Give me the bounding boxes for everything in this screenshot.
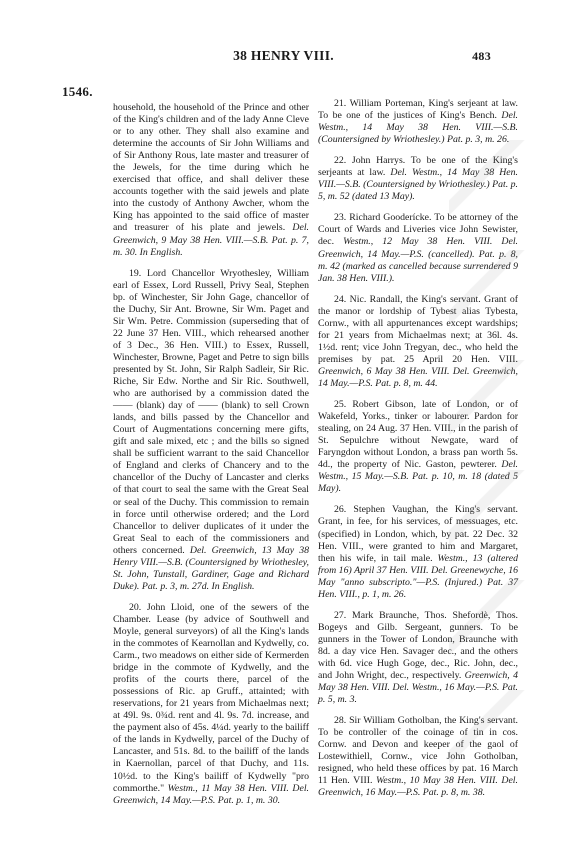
calendar-entry <box>318 504 518 600</box>
entry-citation: Del. Westm., 14 May 38 Hen. VIII.—S.B. (Countersigned by Wriothesley.) Pat. p. 3, m. 26. <box>318 110 518 146</box>
entry-number: 19. <box>129 267 147 279</box>
entry-number: 24. <box>334 293 350 305</box>
calendar-entry <box>318 212 518 284</box>
margin-year: 1546. <box>62 84 93 99</box>
entry-number: 23. <box>334 212 350 224</box>
entry-number: 21. <box>334 98 350 109</box>
entry-text: Stephen Vaughan, the King's servant. Grant, in fee, for his services, of messuages, etc. (specified) in London, which, by pat. 22 Dec. 32 Hen. VIII., were granted to him and Margaret, then his wife, in tail male. <box>318 504 518 564</box>
entry-text: Robert Gibson, late of London, or of Wakefeld, Yorks., tinker or labourer. Pardon for stealing, on 24 Aug. 37 Hen. VIII., in the parish of St. Sepulchre without Newgate, ward of Faryngdon without London, a brass pan worth 5s. 4d., the property of Nic. Gaston, pewterer. <box>318 399 518 471</box>
entry-citation: Del. Greenwich, 9 May 38 Hen. VIII.—S.B. Pat. p. 7, m. 30. In English. <box>113 222 309 258</box>
calendar-entry <box>113 268 309 593</box>
entry-text: Mark Braunche, Thos. Shefordè, Thos. Bogeys and Gilb. Sergeant, gunners. To be gunners in the Tower of London, Braunche with 8d. a day vice Hen. Savager dec., and the others with 6d. vice Hugh Goge, dec., Ric. John, dec., and John Wright, dec., respectively. <box>318 609 518 682</box>
entry-citation: Del. Westm., 15 May.—S.B. Pat. p. 10, m. 18 (dated 5 May). <box>318 459 519 495</box>
entry-text: John Harrys. To be one of the King's serjeants at law. <box>318 155 518 179</box>
entry-number: 26. <box>334 504 354 516</box>
calendar-entry <box>318 98 518 146</box>
entry-citation: Del. Westm., 14 May 38 Hen. VIII.—S.B. (Countersigned by Wriothesley.) Pat. p. 5, m. 52 (dated 13 May). <box>318 167 518 203</box>
entry-text: Nic. Randall, the King's servant. Grant of the manor or lordship of Tybest alias Tybesta, Cornw., with all appurtenances except wardships; for 21 years from Michaelmas next; at 36l. 4s. 1½d. rent; vice John Tregyan, dec., who held the premises by pat. 25 April 20 Hen. VIII. <box>318 293 519 365</box>
calendar-entry <box>318 610 518 706</box>
entry-citation: Del. Greenwich, 13 May 38 Henry VIII.—S.B. (Countersigned by Wriothesley, St. John, Tunstall, Gardiner, Gage and Richard Duke). Pat. p. 3, m. 27d. In English. <box>113 544 309 592</box>
page-number: 483 <box>472 49 491 63</box>
right-column <box>318 98 518 808</box>
entry-citation: Westm., 11 May 38 Hen. VIII. Del. Greenwich, 14 May.—P.S. Pat. p. 1, m. 30. <box>113 782 309 806</box>
entry-citation: Westm., 13 (altered from 16) April 37 Hen. VIII. Del. Greenewyche, 16 May "anno subscripto."—P.S. (Injured.) Pat. 37 Hen. VIII., p. 1, m. 26. <box>318 552 518 600</box>
calendar-entry <box>318 399 518 495</box>
entry-text: Lord Chancellor Wryothesley, William earl of Essex, Lord Russell, Privy Seal, Stephen bp. of Winchester, Sir John Gage, chancellor of the Duchy, Sir Ant. Browne, Sir Wm. Paget and Sir Wm. Petre. Commission (superseding that of 22 June 37 Hen. VIII., which rehearsed another of 3 Dec., 36 Hen. VIII.) to Essex, Russell, Winchester, Browne, Paget and Petre to sign bills presented by St. John, Sir Ralph Sadleir, Sir Ric. Riche, Sir Edw. Northe and Sir Ric. Southwell, who are authorised by a commission dated the —— (blank) day of —— (blank) to sell Crown lands, and bills passed by the Chancellor and Court of Augmentations concerning mere gifts, gift and sale mixed, etc ; and the bills so signed shall be sufficient warrant to the said Chancellor of England and clerks of Chancery and to the chancellor of the Duchy of Lancaster and clerks of that court to seal the same with the Great Seal or seal of the Duchy. This commission to remain in force until otherwise ordered; and the Lord Chancellor to deliver duplicates of it under the Great Seal to each of the commissioners and others concerned. <box>113 267 309 556</box>
entry-number: 22. <box>334 155 352 167</box>
entry-text: Sir William Gotholban, the King's servant. To be controller of the coinage of tin in cos. Cornw. and Devon and keeper of the gaol of Lostewithiell, Cornw., vice John Gotholban, resigned, who held these offices by pat. 16 March 11 Hen. VIII. <box>318 715 518 787</box>
entry-number: 25. <box>334 399 353 411</box>
calendar-entry <box>113 602 309 807</box>
entry-number: 20. <box>129 601 147 613</box>
running-header-title: 38 HENRY VIII. <box>233 48 334 63</box>
entry-citation: Westm., 10 May 38 Hen. VIII. Del. Greenwich, 16 May.—P.S. Pat. p. 8, m. 38. <box>318 775 518 799</box>
entry-text: household, the household of the Prince and other of the King's children and of the lady Anne Cleve or to any other. They shall also examine and determine the accounts of Sir John Williams and of Sir Anthony Rous, late master and treasurer of the Jewels, for the time during which he exercised that office, and shall deliver these accounts together with the said jewels and plate into the custody of Anthony Awcher, whom the King has appointed to the said office of master and treasurer of his plate and jewels. <box>113 102 309 234</box>
entry-number: 27. <box>334 609 353 621</box>
entry-text: Richard Gooderícke. To be attorney of the Court of Wards and Liveries vice John Sewister, dec. <box>318 212 518 248</box>
entry-number: 28. <box>334 715 350 727</box>
entry-text: John Lloid, one of the sewers of the Chamber. Lease (by advice of Southwell and Moyle, general surveyors) of all the King's lands in the commotes of Kearnollan and Kydwelly, co. Carm., two meadows on either side of Kermerden bridge in the commote of Kydwelly, and the profits of the courts there, parcel of the possessions of Ric. ap Gruff., attainted; with reservations, for 21 years from Michaelmas next; at 49l. 9s. 0¾d. rent and 4l. 9s. 7d. increase, and the payment also of 45s. 4¼d. yearly to the bailiff of the lands in Kydwelly, parcel of the Duchy of Lancaster, and 51s. 8d. to the bailiff of the lands in Kaernollan, parcel of that Duchy, and 11s. 10½d. to the King's bailiff of Kydwelly "pro commorthe." <box>113 601 309 794</box>
calendar-entry <box>113 102 309 259</box>
entry-citation: Westm., 12 May 38 Hen. VIII. Del. Greenwich, 14 May.—P.S. (cancelled). Pat. p. 8, m. 42 (marked as cancelled because surrendered 9 Jan. 38 Hen. VIII.). <box>318 236 518 284</box>
entry-text: William Porteman, King's serjeant at law. To be one of the justices of King's Bench. <box>318 98 518 122</box>
entry-citation: Greenwich, 6 May 38 Hen. VIII. Del. Greenwich, 14 May.—P.S. Pat. p. 8, m. 44. <box>318 365 518 389</box>
calendar-entry <box>318 155 518 203</box>
left-column <box>113 102 309 816</box>
calendar-entry <box>318 715 518 799</box>
entry-citation: Greenwich, 4 May 38 Hen. VIII. Del. Westm., 16 May.—P.S. Pat. p. 5, m. 3. <box>318 670 518 706</box>
calendar-entry <box>318 294 518 390</box>
